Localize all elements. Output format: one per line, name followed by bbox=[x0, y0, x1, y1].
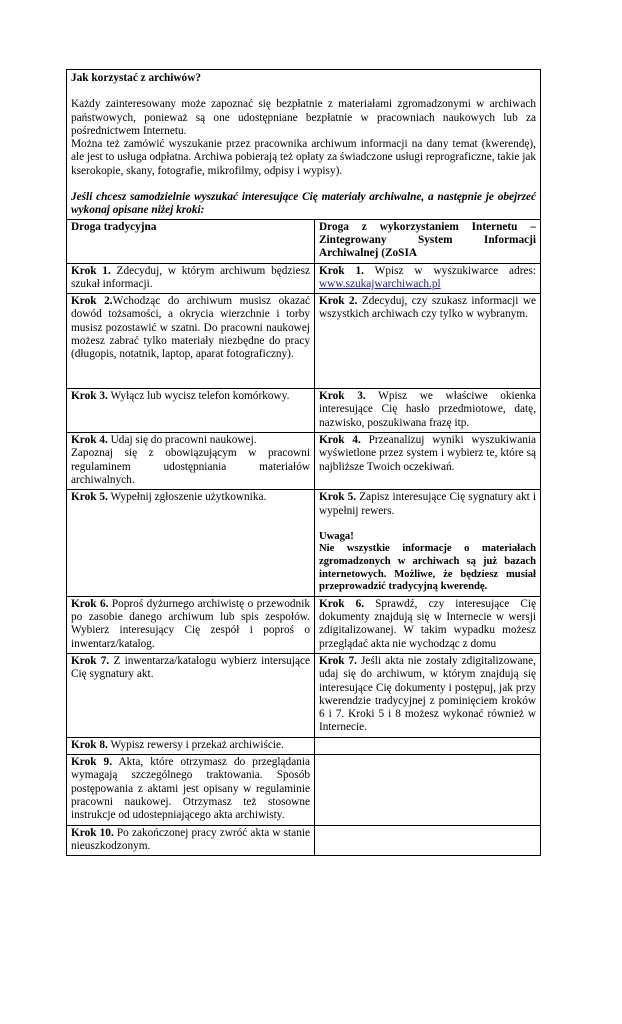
step-row bbox=[67, 737, 541, 754]
intro-paragraph-1: Każdy zainteresowany może zapoznać się bezpłatnie z materiałami zgromadzonymi w archiwach państwowych, ponieważ są one udostępniane bezpłatnie w pracowniach naukowych lub za pośrednictwem Internetu. bbox=[71, 98, 537, 137]
step-text: Udaj się do pracowni naukowej. bbox=[107, 434, 257, 447]
step-6-traditional bbox=[67, 596, 315, 653]
step-row bbox=[67, 263, 541, 294]
step-label: Krok 4. bbox=[71, 434, 108, 447]
step-text: Przeanalizuj wyniki wyszukiwania wyświetlone przez system i wybierz te, które są najbliższe Twoich oczekiwań. bbox=[319, 434, 537, 473]
step-text: Z inwentarza/katalogu wybierz intersujące Cię sygnatury akt. bbox=[71, 654, 310, 681]
step-row bbox=[67, 490, 541, 597]
step-text: Wyłącz lub wycisz telefon komórkowy. bbox=[107, 390, 290, 403]
step-4-traditional bbox=[67, 433, 315, 490]
step-row bbox=[67, 653, 541, 737]
step-label: Krok 2. bbox=[71, 295, 113, 308]
step-2-internet bbox=[315, 294, 541, 389]
step-10-traditional bbox=[67, 825, 315, 856]
step-9-traditional bbox=[67, 755, 315, 825]
step-8-traditional bbox=[67, 737, 315, 754]
step-label: Krok 6. bbox=[71, 597, 109, 610]
warning-text: Nie wszystkie informacje o materiałach zgromadzonych w archiwach są już bazach internetowych. Możliwe, że będziesz musiał przeprowadzić tradycyjną kwerendę. bbox=[319, 543, 537, 593]
step-row bbox=[67, 389, 541, 433]
step-text: Wchodząc do archiwum musisz okazać dowód tożsamości, a okrycia wierzchnie i torby musisz pozostawić w szatni. Do pracowni naukowej możesz zabrać tylko materiały niezbędne do pracy (długopis, notatnik, laptop, aparat fotograficzny). bbox=[71, 295, 311, 361]
step-7-traditional bbox=[67, 653, 315, 737]
intro-paragraph-2: Można też zamówić wyszukanie przez pracownika archiwum informacji na dany temat (kwerendę), ale jest to usługa odpłatna. Archiwa pobierają też opłaty za świadczone usługi reprograficzne, takie jak kserokopie, skany, fotografie, mikrofilmy, odpisy i wypisy). bbox=[71, 138, 537, 177]
header-row bbox=[67, 219, 541, 263]
step-text: Poproś dyżurnego archiwistę o przewodnik po zasobie danego archiwum lub spis zespołów. Wybierz interesujący Cię zespół i poproś o inwentarz/katalog. bbox=[71, 597, 310, 650]
step-label: Krok 10. bbox=[71, 826, 114, 839]
intro-row bbox=[67, 70, 541, 220]
header-internet: Droga z wykorzystaniem Internetu – Zintegrowany System Informacji Archiwalnej (ZoSIA bbox=[315, 219, 541, 263]
step-text: Zdecyduj, czy szukasz informacji we wszystkich archiwach czy tylko w wybranym. bbox=[319, 295, 537, 321]
step-1-traditional bbox=[67, 263, 315, 294]
step-7-internet bbox=[315, 653, 541, 737]
step-3-traditional bbox=[67, 389, 315, 433]
step-label: Krok 2. bbox=[319, 295, 358, 308]
step-text-continued: Zapoznaj się z obowiązującym w pracowni regulaminem udostępniania materiałów archiwalnych. bbox=[71, 447, 310, 486]
step-label: Krok 8. bbox=[71, 738, 108, 751]
step-label: Krok 4. bbox=[319, 434, 361, 447]
step-label: Krok 9. bbox=[71, 756, 113, 769]
step-2-traditional bbox=[67, 294, 315, 389]
step-text: Zapisz interesujące Cię sygnatury akt i wypełnij rewers. bbox=[319, 491, 537, 517]
document bbox=[66, 69, 540, 856]
intro-cell bbox=[67, 70, 541, 220]
warning-title: Uwaga! bbox=[319, 530, 354, 542]
step-text: Wypisz rewersy i przekaż archiwiście. bbox=[107, 738, 284, 751]
step-row bbox=[67, 825, 541, 856]
step-row bbox=[67, 433, 541, 490]
step-row bbox=[67, 596, 541, 653]
step-4-internet bbox=[315, 433, 541, 490]
step-6-internet bbox=[315, 596, 541, 653]
step-text: Zdecyduj, w którym archiwum będziesz szukał informacji. bbox=[71, 264, 310, 290]
step-1-internet bbox=[315, 263, 541, 294]
step-label: Krok 7. bbox=[71, 654, 110, 667]
step-label: Krok 6. bbox=[319, 597, 365, 610]
step-label: Krok 7. bbox=[319, 654, 357, 667]
step-5-traditional bbox=[67, 490, 315, 597]
intro-title: Jak korzystać z archiwów? bbox=[71, 72, 202, 84]
step-row bbox=[67, 755, 541, 825]
step-5-internet bbox=[315, 490, 541, 597]
step-text: Wpisz we właściwe okienka interesujące Cię hasło przedmiotowe, datę, nazwisko, poszukiwana frazę itp. bbox=[319, 390, 537, 429]
step-label: Krok 1. bbox=[319, 264, 364, 277]
step-3-internet bbox=[315, 389, 541, 433]
step-10-internet-empty bbox=[315, 825, 541, 856]
step-text: Po zakończonej pracy zwróć akta w stanie nieuszkodzonym. bbox=[71, 826, 310, 852]
step-label: Krok 3. bbox=[319, 390, 366, 403]
step-text: Akta, które otrzymasz do przeglądania wymagają szczególnego traktowania. Sposób postępowania z aktami jest opisany w regulaminie pracowni naukowej. Otrzymasz też stosowne instrukcje od udostepniającego akta archiwisty. bbox=[71, 756, 311, 822]
step-label: Krok 5. bbox=[71, 491, 108, 504]
step-text: Sprawdź, czy interesujące Cię dokumenty znajdują się w Internecie w wersji zdigitalizowanej. W takim wypadku możesz przeglądać akta nie wychodząc z domu bbox=[319, 597, 537, 650]
step-label: Krok 5. bbox=[319, 491, 357, 504]
archive-guide-table bbox=[66, 69, 541, 856]
step-9-internet-empty bbox=[315, 755, 541, 825]
step-label: Krok 3. bbox=[71, 390, 108, 403]
step-row bbox=[67, 294, 541, 389]
step-text: Wpisz w wyszukiwarce adres: bbox=[363, 264, 537, 277]
step-8-internet-empty bbox=[315, 737, 541, 754]
step-text: Jeśli akta nie zostały zdigitalizowane, udaj się do archiwum, w którym znajdują się interesujące Cię dokumenty i postępuj, jak przy kwerendzie tradycyjnej z pominięciem kroków 6 i 7. Kroki 5 i 8 możesz wykonać również w Internecie. bbox=[319, 654, 537, 734]
step-text: Wypełnij zgłoszenie użytkownika. bbox=[107, 491, 267, 504]
szukajwarchiwach-link[interactable]: www.szukajwarchiwach.pl bbox=[319, 277, 441, 290]
header-traditional: Droga tradycyjna bbox=[67, 219, 315, 263]
step-label: Krok 1. bbox=[71, 264, 111, 277]
intro-call-to-action: Jeśli chcesz samodzielnie wyszukać interesujące Cię materiały archiwalne, a następnie je obejrzeć wykonaj opisane niżej kroki: bbox=[71, 191, 537, 217]
